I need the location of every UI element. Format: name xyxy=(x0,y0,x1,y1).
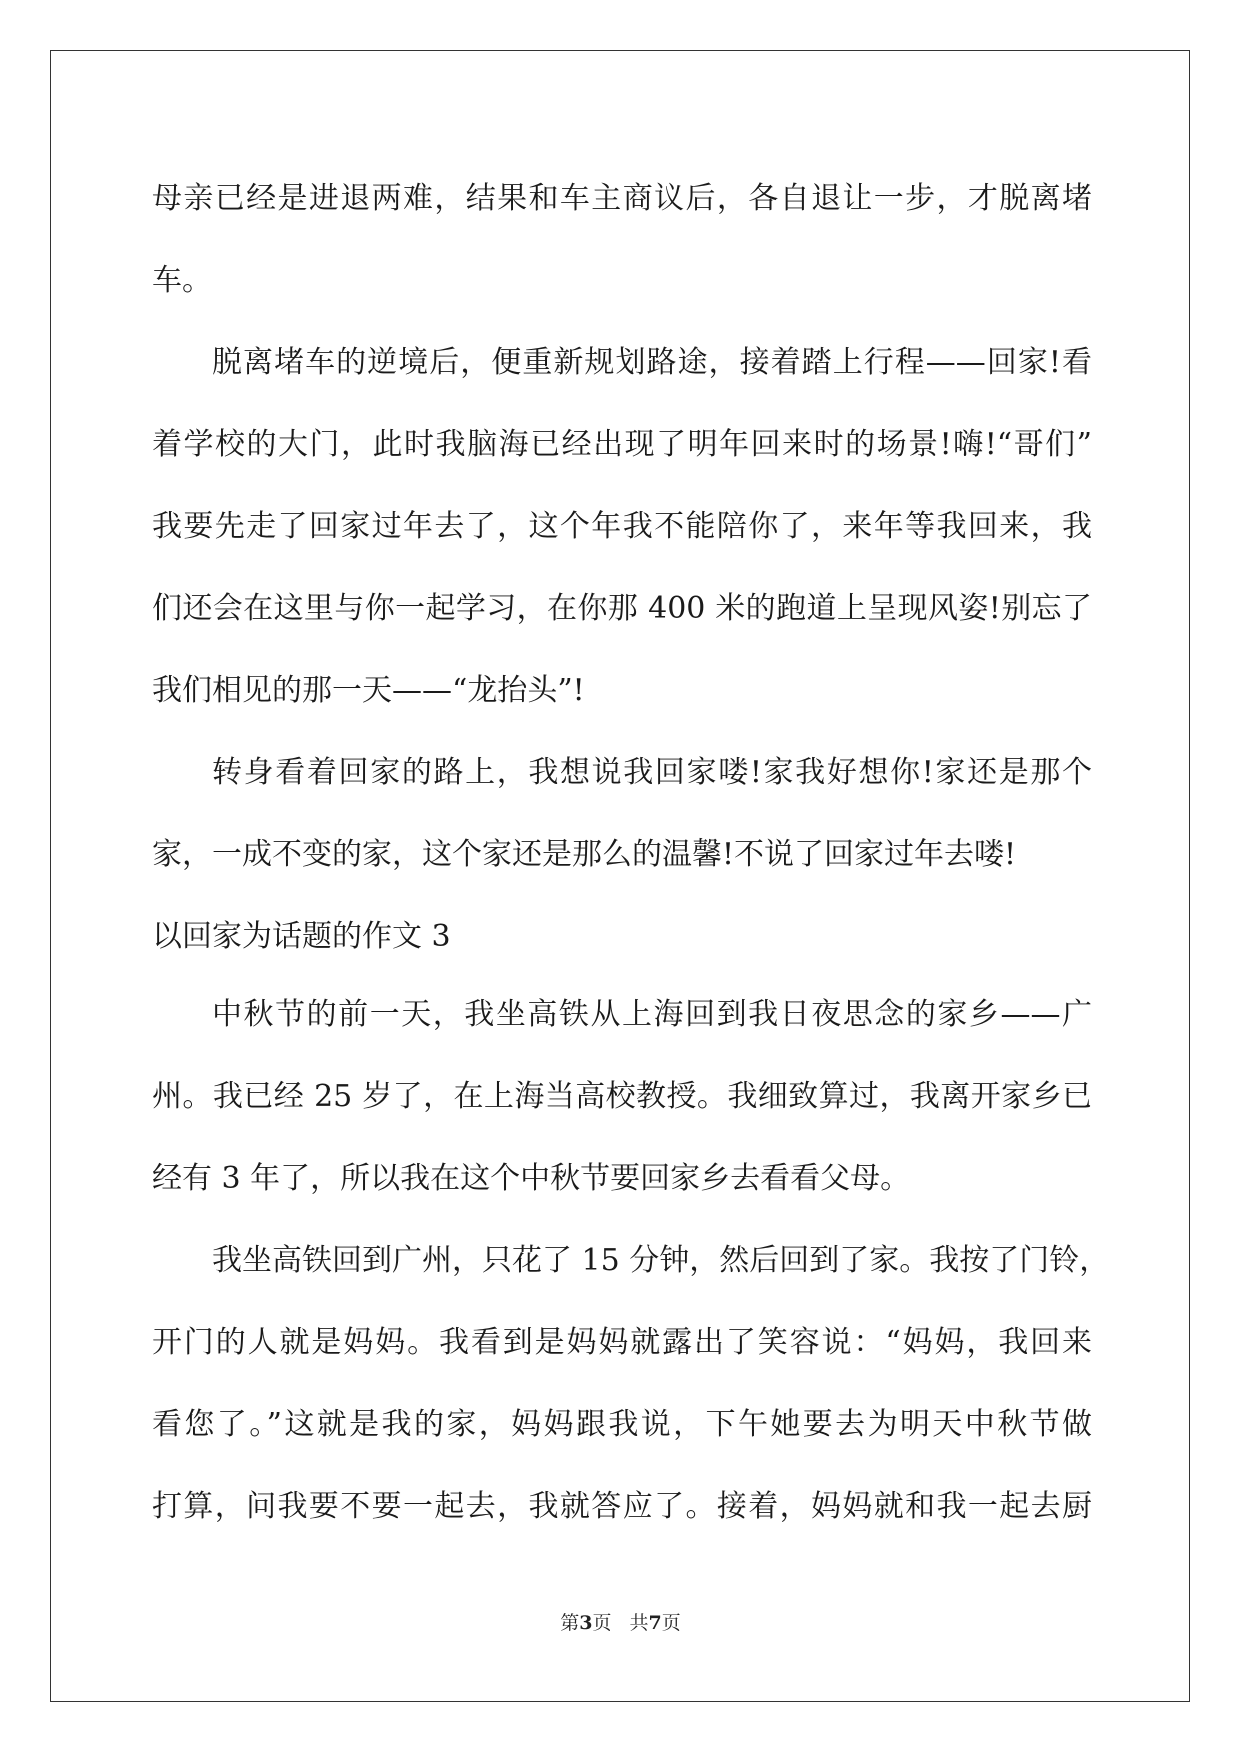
text-line: 州。我已经 25 岁了，在上海当高校教授。我细致算过，我离开家乡已 xyxy=(152,1079,1092,1114)
total-prefix: 共 xyxy=(629,1612,649,1634)
total-page-number: 7 xyxy=(648,1612,662,1634)
text-line: 们还会在这里与你一起学习，在你那 400 米的跑道上呈现风姿!别忘了 xyxy=(152,591,1092,626)
current-page-number: 3 xyxy=(579,1612,593,1634)
text-line: 我们相见的那一天——“龙抬头”! xyxy=(152,673,585,708)
text-line: 转身看着回家的路上，我想说我回家喽!家我好想你!家还是那个 xyxy=(212,755,1092,790)
text-line: 脱离堵车的逆境后，便重新规划路途，接着踏上行程——回家!看 xyxy=(212,345,1092,380)
text-line: 家，一成不变的家，这个家还是那么的温馨!不说了回家过年去喽! xyxy=(152,837,1017,872)
text-line: 打算，问我要不要一起去，我就答应了。接着，妈妈就和我一起去厨 xyxy=(152,1489,1092,1524)
text-line: 车。 xyxy=(152,263,212,298)
text-line: 母亲已经是进退两难，结果和车主商议后，各自退让一步，才脱离堵 xyxy=(152,181,1092,216)
section-heading: 以回家为话题的作文 3 xyxy=(152,919,451,954)
text-line: 我坐高铁回到广州，只花了 15 分钟，然后回到了家。我按了门铃， xyxy=(212,1243,1110,1278)
text-line: 我要先走了回家过年去了，这个年我不能陪你了，来年等我回来，我 xyxy=(152,509,1092,544)
page-prefix: 第 xyxy=(560,1612,580,1634)
page-suffix: 页 xyxy=(592,1612,612,1634)
page-footer xyxy=(0,1608,1241,1635)
text-line: 中秋节的前一天，我坐高铁从上海回到我日夜思念的家乡——广 xyxy=(212,997,1092,1032)
document-body xyxy=(152,158,1110,1548)
text-line: 看您了。”这就是我的家，妈妈跟我说，下午她要去为明天中秋节做 xyxy=(152,1407,1092,1442)
total-suffix: 页 xyxy=(661,1612,681,1634)
text-line: 经有 3 年了，所以我在这个中秋节要回家乡去看看父母。 xyxy=(152,1161,911,1196)
text-line: 着学校的大门，此时我脑海已经出现了明年回来时的场景!嗨!“哥们” xyxy=(152,427,1092,462)
text-line: 开门的人就是妈妈。我看到是妈妈就露出了笑容说：“妈妈，我回来 xyxy=(152,1325,1092,1360)
